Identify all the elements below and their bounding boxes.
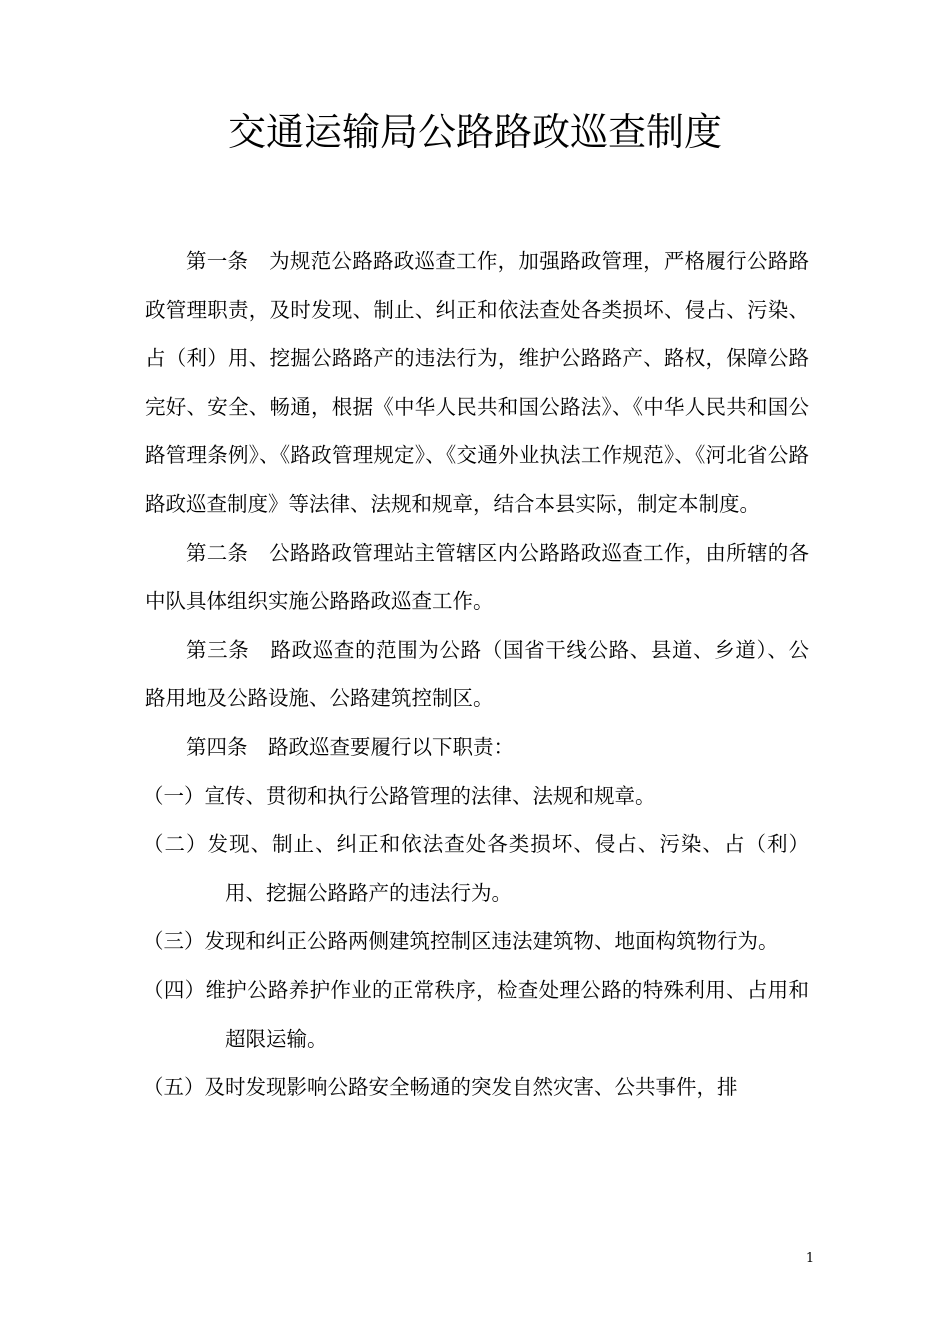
duty-item-2: （二）发现、制止、纠正和依法查处各类损坏、侵占、污染、占（利）用、挖掘公路路产的违法行为。 <box>143 832 809 905</box>
article-1-paragraph: 第一条 为规范公路路政巡查工作，加强路政管理，严格履行公路路政管理职责，及时发现、制止、纠正和依法查处各类损坏、侵占、污染、占（利）用、挖掘公路路产的违法行为，维护公路路产、路权，保障公路完好、安全、畅通，根据《中华人民共和国公路法》、《中华人民共和国公路管理条例》、《路政管理规定》、《交通外业执法工作规范》、《河北省公路路政巡查制度》等法律、法规和规章，结合本县实际，制定本制度。 <box>145 249 809 516</box>
article-3-paragraph: 第三条 路政巡查的范围为公路（国省干线公路、县道、乡道）、公路用地及公路设施、公路建筑控制区。 <box>145 637 809 711</box>
duty-item-3: （三）发现和纠正公路两侧建筑控制区违法建筑物、地面构筑物行为。 <box>143 929 779 954</box>
duty-item-4: （四）维护公路养护作业的正常秩序，检查处理公路的特殊利用、占用和超限运输。 <box>143 977 809 1051</box>
document-body <box>145 237 809 1112</box>
duty-item-1: （一）宣传、贯彻和执行公路管理的法律、法规和规章。 <box>143 783 656 808</box>
article-2-paragraph: 第二条 公路路政管理站主管辖区内公路路政巡查工作，由所辖的各中队具体组织实施公路路政巡查工作。 <box>145 540 809 614</box>
article-4-paragraph: 第四条 路政巡查要履行以下职责： <box>186 734 514 759</box>
duty-item-5: （五）及时发现影响公路安全畅通的突发自然灾害、公共事件，排 <box>143 1075 738 1100</box>
document-title: 交通运输局公路路政巡查制度 <box>227 110 722 154</box>
page-number: 1 <box>805 1251 815 1266</box>
